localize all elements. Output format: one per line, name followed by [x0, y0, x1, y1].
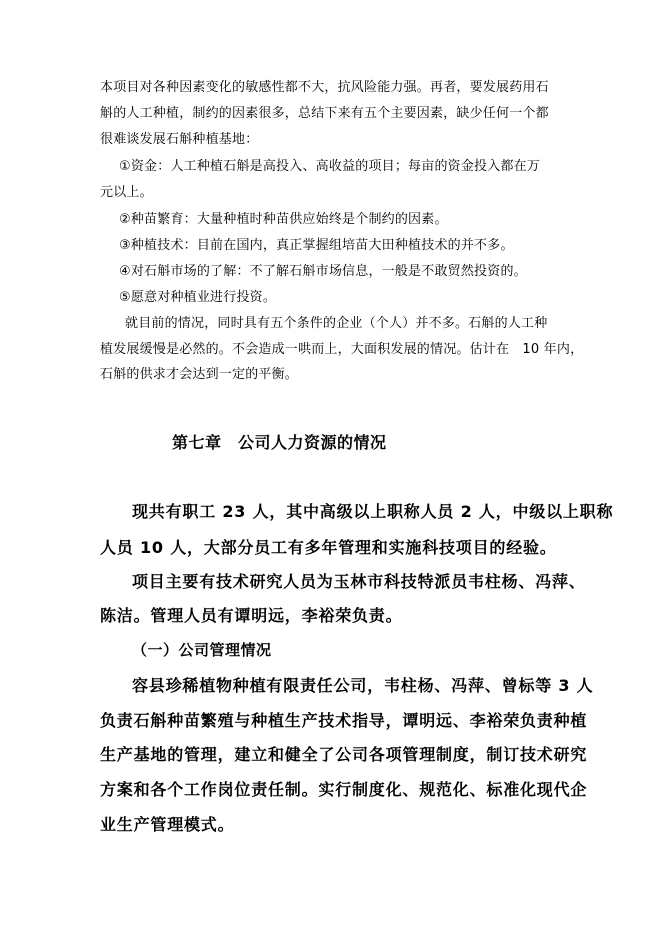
list-item: ①资金：人工种植石斛是高投入、高收益的项目；每亩的资金投入都在万 [119, 159, 541, 174]
paragraph-line: 负责石斛种苗繁殖与种植生产技术指导，谭明远、李裕荣负责种植 [100, 711, 588, 730]
paragraph-line: 很难谈发展石斛种植基地： [100, 132, 259, 147]
paragraph-line: 石斛的供求才会达到一定的平衡。 [100, 367, 299, 382]
chapter-title: 第七章 公司人力资源的情况 [172, 433, 387, 452]
list-item: ②种苗繁育：大量种植时种苗供应始终是个制约的因素。 [119, 212, 448, 227]
paragraph-line: 本项目对各种因素变化的敏感性都不大，抗风险能力强。再者，要发展药用石 [100, 80, 549, 95]
list-item: ⑤愿意对种植业进行投资。 [119, 290, 277, 305]
paragraph-line: 斛的人工种植，制约的因素很多，总结下来有五个主要因素，缺少任何一个都 [100, 106, 549, 121]
paragraph-line: 陈洁。管理人员有谭明远，李裕荣负责。 [100, 606, 403, 625]
list-item-continuation: 元以上。 [100, 185, 153, 200]
paragraph-line: 方案和各个工作岗位责任制。实行制度化、规范化、标准化现代企 [100, 780, 588, 799]
section-subheading: （一）公司管理情况 [132, 641, 272, 659]
paragraph-line: 人员 10 人，大部分员工有多年管理和实施科技项目的经验。 [100, 538, 557, 557]
paragraph-line: 现共有职工 23 人，其中高级以上职称人员 2 人，中级以上职称 [132, 502, 614, 521]
paragraph-line: 就目前的情况，同时具有五个条件的企业（个人）并不多。石斛的人工种 [125, 316, 548, 331]
paragraph-line: 植发展缓慢是必然的。不会造成一哄而上，大面积发展的情况。估计在 10 年内， [100, 342, 584, 357]
list-item: ③种植技术：目前在国内，真正掌握组培苗大田种植技术的并不多。 [119, 238, 514, 253]
paragraph-line: 生产基地的管理，建立和健全了公司各项管理制度，制订技术研究 [100, 745, 588, 764]
paragraph-line: 项目主要有技术研究人员为玉林市科技特派员韦柱杨、冯萍、 [132, 572, 586, 591]
list-item: ④对石斛市场的了解：不了解石斛市场信息，一般是不敢贸然投资的。 [119, 264, 527, 279]
paragraph-line: 容县珍稀植物种植有限责任公司，韦柱杨、冯萍、曾标等 3 人 [132, 676, 594, 695]
paragraph-line: 业生产管理模式。 [100, 815, 235, 834]
